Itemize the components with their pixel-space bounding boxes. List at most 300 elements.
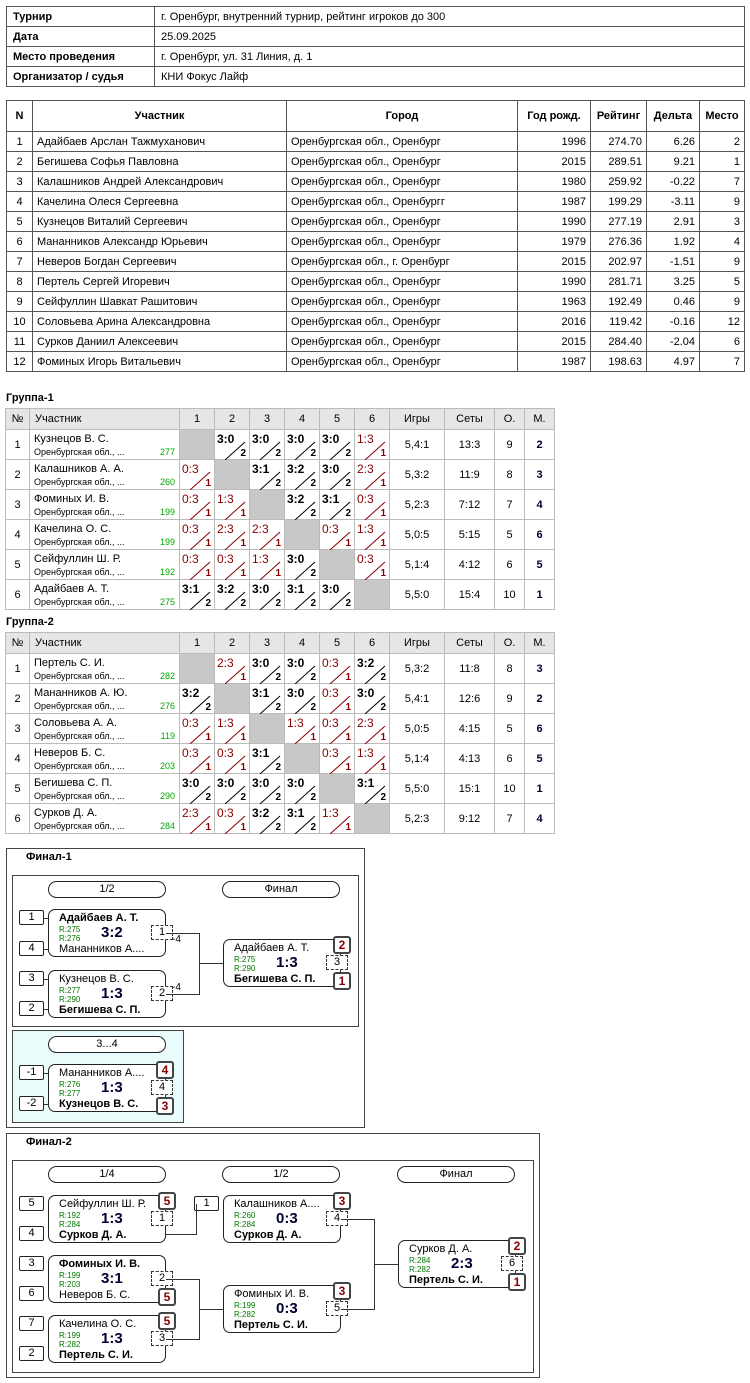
column-header: Рейтинг xyxy=(591,101,647,132)
match-result-cell xyxy=(180,714,215,744)
group-row xyxy=(6,430,555,460)
match-box[interactable] xyxy=(48,1064,166,1112)
table-cell: 1990 xyxy=(518,272,591,292)
table-cell: 277.19 xyxy=(591,212,647,232)
match-result-cell xyxy=(285,460,320,490)
round-label: 3...4 xyxy=(48,1036,166,1053)
rating: R:284 xyxy=(59,1220,81,1229)
group-sets: 4:12 xyxy=(445,550,495,580)
set-score: 3:1 xyxy=(322,492,340,506)
match-result-cell xyxy=(355,460,390,490)
rating: R:277 xyxy=(59,1089,81,1098)
match-box[interactable] xyxy=(223,1195,341,1243)
match-points: 2 xyxy=(275,822,281,833)
group-games: 5,5:0 xyxy=(390,580,445,610)
table-cell: 7 xyxy=(7,252,33,272)
match-result-cell xyxy=(320,714,355,744)
group-sets: 7:12 xyxy=(445,490,495,520)
set-score: 2:3 xyxy=(217,522,234,536)
table-cell: 198.63 xyxy=(591,352,647,372)
place-badge: 3 xyxy=(333,1282,351,1300)
group-games: 5,3:2 xyxy=(390,460,445,490)
seed-slot: 1 xyxy=(19,910,44,925)
player-cell xyxy=(30,714,180,744)
match-points: 2 xyxy=(275,702,281,713)
table-row xyxy=(7,192,745,212)
set-score: 0:3 xyxy=(217,552,234,566)
rating: R:282 xyxy=(234,1310,256,1319)
set-score: 0:3 xyxy=(322,522,339,536)
table-cell: 4 xyxy=(700,232,745,252)
match-points: 1 xyxy=(240,568,246,579)
group-place: 5 xyxy=(525,744,555,774)
set-score: 3:2 xyxy=(182,686,200,700)
row-number: 5 xyxy=(6,774,30,804)
loser-goto: -4 xyxy=(172,982,181,993)
table-cell: 192.49 xyxy=(591,292,647,312)
set-score: 3:2 xyxy=(287,492,305,506)
match-result-cell xyxy=(250,774,285,804)
match-points: 2 xyxy=(205,598,211,609)
group-row xyxy=(6,580,555,610)
player-city: Оренбургская обл., ... xyxy=(34,597,125,607)
group-row xyxy=(6,804,555,834)
player-name: Неверов Б. С. xyxy=(34,747,106,759)
set-score: 3:1 xyxy=(252,462,270,476)
match-points: 1 xyxy=(240,508,246,519)
match-box[interactable] xyxy=(398,1240,516,1288)
table-cell: 1 xyxy=(700,152,745,172)
group-points: 9 xyxy=(495,430,525,460)
match-points: 2 xyxy=(345,448,351,459)
table-cell: 6 xyxy=(700,332,745,352)
table-cell: Оренбургская обл., Оренбург xyxy=(287,332,518,352)
rating: R:284 xyxy=(234,1220,256,1229)
rating: R:199 xyxy=(59,1331,81,1340)
set-score: 0:3 xyxy=(182,492,199,506)
match-number: 4 xyxy=(326,1211,348,1226)
table-cell: 2 xyxy=(700,132,745,152)
match-result-cell xyxy=(285,430,320,460)
table-cell: 11 xyxy=(7,332,33,352)
set-score: 3:1 xyxy=(182,582,200,596)
group-row xyxy=(6,520,555,550)
place-badge: 3 xyxy=(333,1192,351,1210)
column-header: 5 xyxy=(320,633,355,654)
info-value: КНИ Фокус Лайф xyxy=(155,67,745,87)
player-cell xyxy=(30,430,180,460)
match-box[interactable] xyxy=(48,970,166,1018)
table-cell: 12 xyxy=(7,352,33,372)
player-top: Фоминых И. В. xyxy=(234,1288,310,1300)
match-points: 2 xyxy=(310,448,316,459)
player-bottom: Пертель С. И. xyxy=(409,1274,483,1286)
round-label: Финал xyxy=(397,1166,515,1183)
group-row xyxy=(6,774,555,804)
group-games: 5,2:3 xyxy=(390,804,445,834)
set-score: 3:0 xyxy=(252,582,270,596)
set-score: 0:3 xyxy=(182,522,199,536)
match-points: 1 xyxy=(380,568,386,579)
column-header: 3 xyxy=(250,633,285,654)
player-city: Оренбургская обл., ... xyxy=(34,821,125,831)
match-result-cell xyxy=(355,430,390,460)
player-cell xyxy=(30,460,180,490)
match-points: 2 xyxy=(240,792,246,803)
player-cell xyxy=(30,744,180,774)
match-result-cell xyxy=(320,520,355,550)
match-result-cell xyxy=(215,550,250,580)
match-result-cell xyxy=(285,654,320,684)
player-cell xyxy=(30,654,180,684)
group-row xyxy=(6,490,555,520)
place-badge: 5 xyxy=(158,1312,176,1330)
column-header: О. xyxy=(495,409,525,430)
table-cell: 1963 xyxy=(518,292,591,312)
tournament-info-table xyxy=(6,6,745,87)
group-games: 5,4:1 xyxy=(390,430,445,460)
info-key: Турнир xyxy=(7,7,155,27)
row-number: 6 xyxy=(6,580,30,610)
rating: R:282 xyxy=(409,1265,431,1274)
set-score: 2:3 xyxy=(182,806,199,820)
set-score: 0:3 xyxy=(357,492,374,506)
table-row xyxy=(7,272,745,292)
row-number: 2 xyxy=(6,460,30,490)
group-points: 7 xyxy=(495,804,525,834)
match-points: 2 xyxy=(310,478,316,489)
player-name: Соловьева А. А. xyxy=(34,717,117,729)
table-cell: 1.92 xyxy=(647,232,700,252)
table-cell: 6 xyxy=(7,232,33,252)
participants-table xyxy=(6,100,745,372)
table-cell: -3.11 xyxy=(647,192,700,212)
column-header: М. xyxy=(525,409,555,430)
column-header: Сеты xyxy=(445,409,495,430)
set-score: 1:3 xyxy=(357,522,374,536)
table-cell: 9 xyxy=(700,192,745,212)
table-cell: 3 xyxy=(700,212,745,232)
table-row xyxy=(7,152,745,172)
match-points: 1 xyxy=(240,538,246,549)
table-cell: 9 xyxy=(7,292,33,312)
seed-slot: 1 xyxy=(194,1196,219,1211)
player-cell xyxy=(30,804,180,834)
match-points: 2 xyxy=(380,672,386,683)
group-games: 5,0:5 xyxy=(390,714,445,744)
set-score: 1:3 xyxy=(357,432,374,446)
match-points: 1 xyxy=(240,822,246,833)
player-top: Сурков Д. А. xyxy=(409,1243,473,1255)
match-result-cell xyxy=(250,520,285,550)
set-score: 1:3 xyxy=(217,492,234,506)
table-cell: 1987 xyxy=(518,192,591,212)
match-result-cell xyxy=(355,490,390,520)
match-result-cell xyxy=(320,804,355,834)
group-games: 5,4:1 xyxy=(390,684,445,714)
match-box[interactable] xyxy=(48,1255,166,1303)
match-box[interactable] xyxy=(48,1195,166,1243)
match-points: 2 xyxy=(275,792,281,803)
match-points: 1 xyxy=(380,538,386,549)
group-games: 5,0:5 xyxy=(390,520,445,550)
table-cell: Оренбургская обл., Оренбург xyxy=(287,272,518,292)
match-result-cell xyxy=(250,744,285,774)
match-points: 2 xyxy=(310,598,316,609)
player-cell xyxy=(30,580,180,610)
match-result-cell xyxy=(320,744,355,774)
table-cell: 284.40 xyxy=(591,332,647,352)
group-row xyxy=(6,684,555,714)
player-rating: 199 xyxy=(159,537,175,547)
table-cell: 7 xyxy=(700,172,745,192)
match-box[interactable] xyxy=(223,939,341,987)
seed-slot: 5 xyxy=(19,1196,44,1211)
player-cell xyxy=(30,774,180,804)
group-place: 4 xyxy=(525,490,555,520)
match-result-cell xyxy=(180,684,215,714)
match-points: 2 xyxy=(345,508,351,519)
set-score: 3:0 xyxy=(287,432,305,446)
group-place: 5 xyxy=(525,550,555,580)
player-city: Оренбургская обл., ... xyxy=(34,477,125,487)
match-points: 1 xyxy=(345,822,351,833)
table-cell: Качелина Олеся Сергеевна xyxy=(33,192,287,212)
match-number: 1 xyxy=(151,925,173,940)
match-points: 2 xyxy=(275,762,281,773)
group-1-table xyxy=(5,408,555,610)
column-header: 2 xyxy=(215,633,250,654)
match-number: 2 xyxy=(151,1271,173,1286)
seed-slot: 4 xyxy=(19,1226,44,1241)
match-points: 1 xyxy=(345,732,351,743)
table-row xyxy=(7,132,745,152)
player-city: Оренбургская обл., ... xyxy=(34,447,125,457)
set-score: 3:1 xyxy=(252,746,270,760)
table-cell: 2015 xyxy=(518,332,591,352)
group-points: 5 xyxy=(495,520,525,550)
player-rating: 277 xyxy=(159,447,175,457)
rating: R:199 xyxy=(59,1271,81,1280)
diagonal-cell xyxy=(355,804,390,834)
group-sets: 4:15 xyxy=(445,714,495,744)
table-cell: 9.21 xyxy=(647,152,700,172)
table-cell: 3 xyxy=(7,172,33,192)
rating: R:203 xyxy=(59,1280,81,1289)
round-label: 1/2 xyxy=(222,1166,340,1183)
group-place: 4 xyxy=(525,804,555,834)
place-badge: 1 xyxy=(508,1273,526,1291)
seed-slot: 3 xyxy=(19,971,44,986)
set-score: 3:0 xyxy=(287,776,305,790)
table-cell: Мананников Александр Юрьевич xyxy=(33,232,287,252)
set-score: 3:0 xyxy=(217,776,235,790)
player-name: Фоминых И. В. xyxy=(34,493,110,505)
table-cell: 7 xyxy=(700,352,745,372)
set-score: 2:3 xyxy=(357,462,374,476)
set-score: 3:0 xyxy=(287,656,305,670)
table-row xyxy=(7,312,745,332)
match-box[interactable] xyxy=(48,909,166,957)
group-sets: 9:12 xyxy=(445,804,495,834)
match-score: 1:3 xyxy=(101,1330,123,1347)
column-header: 4 xyxy=(285,633,320,654)
rating: R:290 xyxy=(234,964,256,973)
info-value: г. Оренбург, ул. 31 Линия, д. 1 xyxy=(155,47,745,67)
match-result-cell xyxy=(285,490,320,520)
match-points: 2 xyxy=(205,702,211,713)
table-cell: 2 xyxy=(7,152,33,172)
match-points: 2 xyxy=(310,822,316,833)
player-top: Адайбаев А. Т. xyxy=(234,942,310,954)
set-score: 1:3 xyxy=(217,716,234,730)
match-number: 3 xyxy=(151,1331,173,1346)
player-top: Фоминых И. В. xyxy=(59,1258,141,1270)
group-place: 6 xyxy=(525,520,555,550)
match-number: 3 xyxy=(326,955,348,970)
row-number: 3 xyxy=(6,714,30,744)
match-result-cell xyxy=(215,580,250,610)
match-result-cell xyxy=(180,520,215,550)
rating: R:260 xyxy=(234,1211,256,1220)
row-number: 2 xyxy=(6,684,30,714)
set-score: 0:3 xyxy=(217,806,234,820)
match-points: 2 xyxy=(205,792,211,803)
match-result-cell xyxy=(215,714,250,744)
seed-slot: 2 xyxy=(19,1346,44,1361)
rating: R:276 xyxy=(59,1080,81,1089)
column-header: № xyxy=(6,409,30,430)
group-points: 9 xyxy=(495,684,525,714)
match-points: 2 xyxy=(240,448,246,459)
player-bottom: Пертель С. И. xyxy=(59,1349,133,1361)
match-score: 1:3 xyxy=(101,1210,123,1227)
row-number: 3 xyxy=(6,490,30,520)
player-rating: 284 xyxy=(159,821,175,831)
seed-slot: -2 xyxy=(19,1096,44,1111)
diagonal-cell xyxy=(215,460,250,490)
group-row xyxy=(6,460,555,490)
set-score: 3:0 xyxy=(357,686,375,700)
player-rating: 275 xyxy=(159,597,175,607)
column-header: Город xyxy=(287,101,518,132)
set-score: 3:0 xyxy=(322,462,340,476)
match-result-cell xyxy=(215,744,250,774)
round-label: Финал xyxy=(222,881,340,898)
player-rating: 119 xyxy=(160,731,175,741)
match-points: 2 xyxy=(310,672,316,683)
row-number: 1 xyxy=(6,654,30,684)
group-points: 6 xyxy=(495,550,525,580)
set-score: 0:3 xyxy=(322,716,339,730)
match-points: 1 xyxy=(380,448,386,459)
column-header: Участник xyxy=(30,409,180,430)
table-cell: 2015 xyxy=(518,252,591,272)
player-cell xyxy=(30,490,180,520)
row-number: 6 xyxy=(6,804,30,834)
row-number: 1 xyxy=(6,430,30,460)
diagonal-cell xyxy=(180,654,215,684)
match-result-cell xyxy=(285,684,320,714)
table-row xyxy=(7,252,745,272)
player-top: Калашников А.... xyxy=(234,1198,320,1210)
match-result-cell xyxy=(180,550,215,580)
match-points: 1 xyxy=(205,508,211,519)
table-cell: 2015 xyxy=(518,152,591,172)
player-city: Оренбургская обл., ... xyxy=(34,731,125,741)
match-result-cell xyxy=(215,520,250,550)
column-header: 6 xyxy=(355,409,390,430)
diagonal-cell xyxy=(285,520,320,550)
row-number: 4 xyxy=(6,520,30,550)
player-bottom: Кузнецов В. С. xyxy=(59,1098,139,1110)
match-result-cell xyxy=(215,654,250,684)
table-cell: 1987 xyxy=(518,352,591,372)
player-top: Сейфуллин Ш. Р. xyxy=(59,1198,147,1210)
group-place: 1 xyxy=(525,580,555,610)
table-cell: 276.36 xyxy=(591,232,647,252)
match-result-cell xyxy=(180,744,215,774)
table-cell: Оренбургская обл., Оренбург xyxy=(287,152,518,172)
match-result-cell xyxy=(180,490,215,520)
player-name: Сейфуллин Ш. Р. xyxy=(34,553,122,565)
place-badge: 2 xyxy=(333,936,351,954)
set-score: 3:2 xyxy=(357,656,375,670)
final-1-title: Финал-1 xyxy=(26,851,72,863)
match-result-cell xyxy=(250,804,285,834)
player-cell xyxy=(30,550,180,580)
table-cell: Адайбаев Арслан Тажмуханович xyxy=(33,132,287,152)
match-result-cell xyxy=(250,460,285,490)
group-place: 2 xyxy=(525,430,555,460)
player-rating: 276 xyxy=(159,701,175,711)
match-result-cell xyxy=(180,774,215,804)
table-cell: Соловьева Арина Александровна xyxy=(33,312,287,332)
match-result-cell xyxy=(285,580,320,610)
group-points: 5 xyxy=(495,714,525,744)
match-result-cell xyxy=(250,430,285,460)
group-place: 1 xyxy=(525,774,555,804)
set-score: 1:3 xyxy=(357,746,374,760)
info-value: 25.09.2025 xyxy=(155,27,745,47)
player-bottom: Бегишева С. П. xyxy=(234,973,316,985)
table-cell: 199.29 xyxy=(591,192,647,212)
player-city: Оренбургская обл., ... xyxy=(34,567,125,577)
player-top: Качелина О. С. xyxy=(59,1318,137,1330)
group-games: 5,1:4 xyxy=(390,744,445,774)
match-result-cell xyxy=(285,774,320,804)
place-badge: 2 xyxy=(508,1237,526,1255)
table-cell: 1996 xyxy=(518,132,591,152)
table-cell: 4 xyxy=(7,192,33,212)
info-value: г. Оренбург, внутренний турнир, рейтинг игроков до 300 xyxy=(155,7,745,27)
match-points: 1 xyxy=(275,538,281,549)
player-city: Оренбургская обл., ... xyxy=(34,537,125,547)
match-points: 2 xyxy=(310,568,316,579)
column-header: Дельта xyxy=(647,101,700,132)
match-points: 1 xyxy=(205,568,211,579)
match-box[interactable] xyxy=(223,1285,341,1333)
table-cell: 2016 xyxy=(518,312,591,332)
player-name: Пертель С. И. xyxy=(34,657,105,669)
diagonal-cell xyxy=(250,490,285,520)
match-box[interactable] xyxy=(48,1315,166,1363)
table-cell: Оренбургская обл., Оренбург xyxy=(287,312,518,332)
match-result-cell xyxy=(355,550,390,580)
set-score: 3:0 xyxy=(217,432,235,446)
player-rating: 260 xyxy=(159,477,175,487)
diagonal-cell xyxy=(285,744,320,774)
